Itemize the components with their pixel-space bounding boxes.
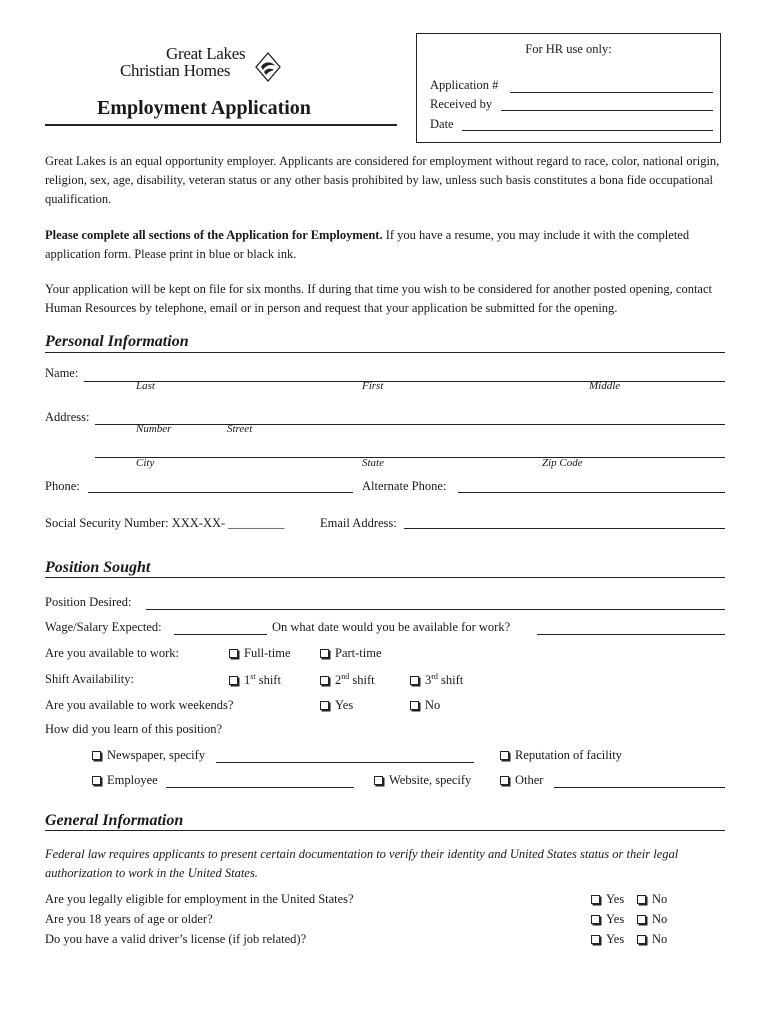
address-street-caption: Street <box>227 423 253 435</box>
employee-checkbox[interactable] <box>92 776 101 785</box>
eligibility-no-label: No <box>652 892 668 906</box>
alt-phone-label: Alternate Phone: <box>362 479 447 493</box>
reputation-checkbox[interactable] <box>500 751 509 760</box>
shift3-sup: rd <box>431 672 438 681</box>
position-heading-rule <box>45 577 725 578</box>
newspaper-checkbox[interactable] <box>92 751 101 760</box>
form-title: Employment Application <box>97 97 311 119</box>
hr-use-box <box>416 33 721 143</box>
shift-label: Shift Availability: <box>45 672 135 686</box>
complete-instructions-rest: If you have a resume, you may include it with the completed application form. Please print in blue or black ink. <box>45 228 690 261</box>
hr-application-field[interactable] <box>510 92 713 93</box>
shift2-checkbox[interactable] <box>320 676 329 685</box>
logo-emblem-icon <box>255 52 281 82</box>
age-no-label: No <box>652 912 668 926</box>
file-retention-note: Your application will be kept on file for six months. If during that time you wish to be considered for another posted opening, contact Human Resources by telephone, email or in person and request that your application be submitted for the opening. <box>45 282 712 315</box>
address-street-field[interactable] <box>95 424 725 425</box>
weekends-no-checkbox[interactable] <box>410 701 419 710</box>
hr-date-label: Date <box>430 117 454 131</box>
available-date-label: On what date would you be available for work? <box>272 620 511 634</box>
age-no-checkbox[interactable] <box>637 915 646 924</box>
other-specify-field[interactable] <box>554 787 725 788</box>
ssn-label: Social Security Number: XXX-XX- _________ <box>45 516 285 530</box>
newspaper-option[interactable] <box>92 748 205 763</box>
full-time-option[interactable] <box>229 646 291 661</box>
full-time-checkbox[interactable] <box>229 649 238 658</box>
logo-line2: Christian Homes <box>120 61 231 80</box>
license-yes-checkbox[interactable] <box>591 935 600 944</box>
position-desired-field[interactable] <box>146 609 725 610</box>
name-first-caption: First <box>362 380 384 392</box>
email-label: Email Address: <box>320 516 397 530</box>
general-heading-rule <box>45 830 725 831</box>
learn-label: How did you learn of this position? <box>45 722 223 736</box>
shift1-checkbox[interactable] <box>229 676 238 685</box>
license-yes-option[interactable] <box>591 932 624 947</box>
shift3-label: shift <box>437 673 464 688</box>
wage-field[interactable] <box>174 634 267 635</box>
general-info-heading: General Information <box>45 812 184 829</box>
eeo-statement: Great Lakes is an equal opportunity employer. Applicants are considered for employment without regard to race, color, national origin, religion, sex, age, disability, veteran status or any other basis prohibited by law, unless such basis constitutes a bona fide occupational qualification. <box>45 154 720 206</box>
address-city-field[interactable] <box>95 457 725 458</box>
shift3-num: 3 <box>425 673 432 688</box>
newspaper-specify-field[interactable] <box>216 762 474 763</box>
title-rule <box>45 124 397 126</box>
website-label: Website, specify <box>389 773 472 787</box>
personal-heading-rule <box>45 352 725 353</box>
eligibility-no-checkbox[interactable] <box>637 895 646 904</box>
position-desired-label: Position Desired: <box>45 595 132 609</box>
website-option[interactable] <box>374 773 471 788</box>
address-city-caption: City <box>136 457 155 469</box>
weekends-no-label: No <box>425 698 441 712</box>
eligibility-no-option[interactable] <box>637 892 667 907</box>
shift1-label: shift <box>255 673 281 688</box>
shift2-sup: nd <box>341 672 350 681</box>
shift1-sup: st <box>250 672 256 681</box>
employee-specify-field[interactable] <box>166 787 354 788</box>
eligibility-yes-checkbox[interactable] <box>591 895 600 904</box>
wage-label: Wage/Salary Expected: <box>45 620 162 634</box>
logo <box>118 44 283 88</box>
part-time-label: Part-time <box>335 646 382 660</box>
available-work-label: Are you available to work: <box>45 646 179 660</box>
age-no-option[interactable] <box>637 912 667 927</box>
address-label: Address: <box>45 410 90 424</box>
age-yes-option[interactable] <box>591 912 624 927</box>
address-zip-caption: Zip Code <box>542 457 583 469</box>
alt-phone-field[interactable] <box>458 492 725 493</box>
shift2-label: shift <box>349 673 375 688</box>
address-number-caption: Number <box>136 423 172 435</box>
address-state-caption: State <box>362 457 384 469</box>
license-no-checkbox[interactable] <box>637 935 646 944</box>
employee-label: Employee <box>107 773 158 787</box>
weekends-yes-option[interactable] <box>320 698 353 713</box>
license-no-label: No <box>652 932 668 946</box>
logo-line1: Great Lakes <box>166 44 246 63</box>
name-last-caption: Last <box>136 380 155 392</box>
reputation-option[interactable] <box>500 748 622 763</box>
shift2-num: 2 <box>335 673 342 688</box>
name-label: Name: <box>45 366 79 380</box>
age-yes-checkbox[interactable] <box>591 915 600 924</box>
email-field[interactable] <box>404 528 725 529</box>
available-date-field[interactable] <box>537 634 725 635</box>
shift1-option[interactable] <box>229 672 281 688</box>
website-checkbox[interactable] <box>374 776 383 785</box>
hr-received-label: Received by <box>430 97 493 111</box>
employee-option[interactable] <box>92 773 158 788</box>
other-option[interactable] <box>500 773 543 788</box>
complete-instructions <box>45 226 725 264</box>
reputation-label: Reputation of facility <box>515 748 622 762</box>
name-field[interactable] <box>84 381 725 382</box>
eligibility-yes-label: Yes <box>606 892 625 906</box>
weekends-label: Are you available to work weekends? <box>45 698 234 712</box>
weekends-yes-checkbox[interactable] <box>320 701 329 710</box>
newspaper-label: Newspaper, specify <box>107 748 206 762</box>
weekends-yes-label: Yes <box>335 698 354 712</box>
phone-label: Phone: <box>45 479 80 493</box>
hr-date-field[interactable] <box>462 130 713 131</box>
license-yes-label: Yes <box>606 932 625 946</box>
license-question: Do you have a valid driver’s license (if job related)? <box>45 932 307 946</box>
part-time-option[interactable] <box>320 646 382 661</box>
position-sought-heading: Position Sought <box>45 559 151 576</box>
shift2-option[interactable] <box>320 672 375 688</box>
name-middle-caption: Middle <box>589 380 621 392</box>
weekends-no-option[interactable] <box>410 698 440 713</box>
shift1-num: 1 <box>244 673 251 688</box>
eligibility-yes-option[interactable] <box>591 892 624 907</box>
shift3-checkbox[interactable] <box>410 676 419 685</box>
part-time-checkbox[interactable] <box>320 649 329 658</box>
hr-box-title: For HR use only: <box>525 42 612 56</box>
personal-info-heading: Personal Information <box>45 333 189 350</box>
eligibility-question: Are you legally eligible for employment in the United States? <box>45 892 354 906</box>
federal-law-note: Federal law requires applicants to present certain documentation to verify their identity and United States status or their legal authorization to work in the United States. <box>45 847 679 880</box>
other-label: Other <box>515 773 544 787</box>
age-yes-label: Yes <box>606 912 625 926</box>
full-time-label: Full-time <box>244 646 291 660</box>
phone-field[interactable] <box>88 492 353 493</box>
hr-application-label: Application # <box>430 78 499 92</box>
age-question: Are you 18 years of age or older? <box>45 912 213 926</box>
other-checkbox[interactable] <box>500 776 509 785</box>
complete-instructions-bold: Please complete all sections of the Application for Employment. <box>45 228 383 242</box>
shift3-option[interactable] <box>410 672 463 688</box>
license-no-option[interactable] <box>637 932 667 947</box>
hr-received-field[interactable] <box>501 110 713 111</box>
